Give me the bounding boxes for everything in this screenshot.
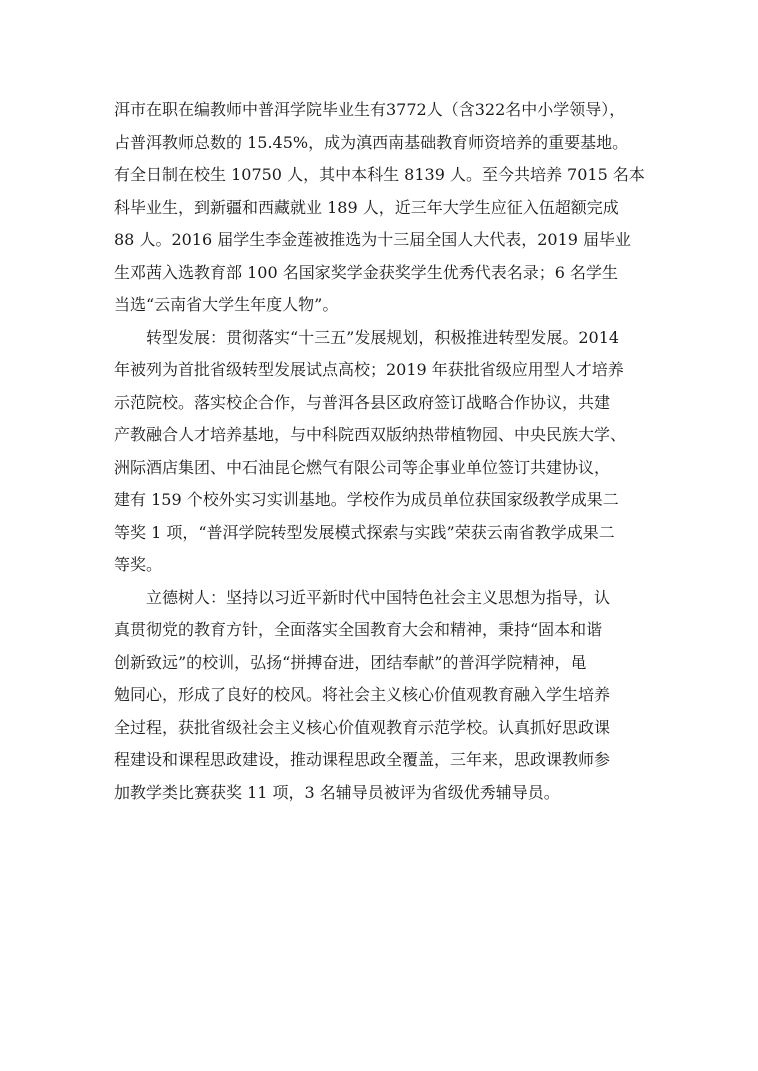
text-line: 立德树人：坚持以习近平新时代中国特色社会主义思想为指导，认 xyxy=(146,587,611,607)
text-line: 程建设和课程思政建设，推动课程思政全覆盖，三年来，思政课教师参 xyxy=(114,750,611,769)
text-line: 示范院校。落实校企合作，与普洱各县区政府签订战略合作协议，共建 xyxy=(114,392,611,412)
text-line: 洱市在职在编教师中普洱学院毕业生有3772人（含322名中小学领导）， xyxy=(114,100,626,119)
text-line: 年被列为首批省级转型发展试点高校；2019 年获批省级应用型人才培养 xyxy=(114,360,624,379)
text-line: 有全日制在校生 10750 人，其中本科生 8139 人。至今共培养 7015 名本 xyxy=(114,165,645,184)
text-line: 88 人。2016 届学生李金莲被推选为十三届全国人大代表，2019 届毕业 xyxy=(114,230,632,249)
text-line: 创新致远”的校训，弘扬“拼搏奋进，团结奉献”的普洱学院精神，黾 xyxy=(114,652,587,672)
paragraph-moral-education xyxy=(114,582,674,810)
text-line: 等奖 1 项，“普洱学院转型发展模式探索与实践”荣获云南省教学成果二 xyxy=(114,522,615,542)
text-line: 等奖。 xyxy=(114,555,163,574)
text-line: 全过程，获批省级社会主义核心价值观教育示范学校。认真抓好思政课 xyxy=(114,717,611,737)
body-text xyxy=(114,94,674,809)
text-line: 洲际酒店集团、中石油昆仑燃气有限公司等企事业单位签订共建协议， xyxy=(114,457,611,477)
text-line: 产教融合人才培养基地，与中科院西双版纳热带植物园、中央民族大学、 xyxy=(114,425,627,444)
text-line: 勉同心，形成了良好的校风。将社会主义核心价值观教育融入学生培养 xyxy=(114,685,611,704)
text-line: 转型发展：贯彻落实“十三五”发展规划，积极推进转型发展。2014 xyxy=(146,327,620,347)
text-line: 真贯彻党的教育方针，全面落实全国教育大会和精神，秉持“固本和谐 xyxy=(114,620,603,639)
text-line: 科毕业生，到新疆和西藏就业 189 人，近三年大学生应征入伍超额完成 xyxy=(114,197,619,217)
text-line: 生邓茜入选教育部 100 名国家奖学金获奖学生优秀代表名录；6 名学生 xyxy=(114,262,618,282)
text-line: 当选“云南省大学生年度人物”。 xyxy=(114,295,339,314)
text-line: 建有 159 个校外实习实训基地。学校作为成员单位获国家级教学成果二 xyxy=(114,490,619,509)
text-line: 加教学类比赛获奖 11 项，3 名辅导员被评为省级优秀辅导员。 xyxy=(114,782,560,802)
paragraph-transformation xyxy=(114,322,674,582)
paragraph-graduates xyxy=(114,94,674,322)
text-line: 占普洱教师总数的 15.45%，成为滇西南基础教育师资培养的重要基地。 xyxy=(114,132,629,152)
